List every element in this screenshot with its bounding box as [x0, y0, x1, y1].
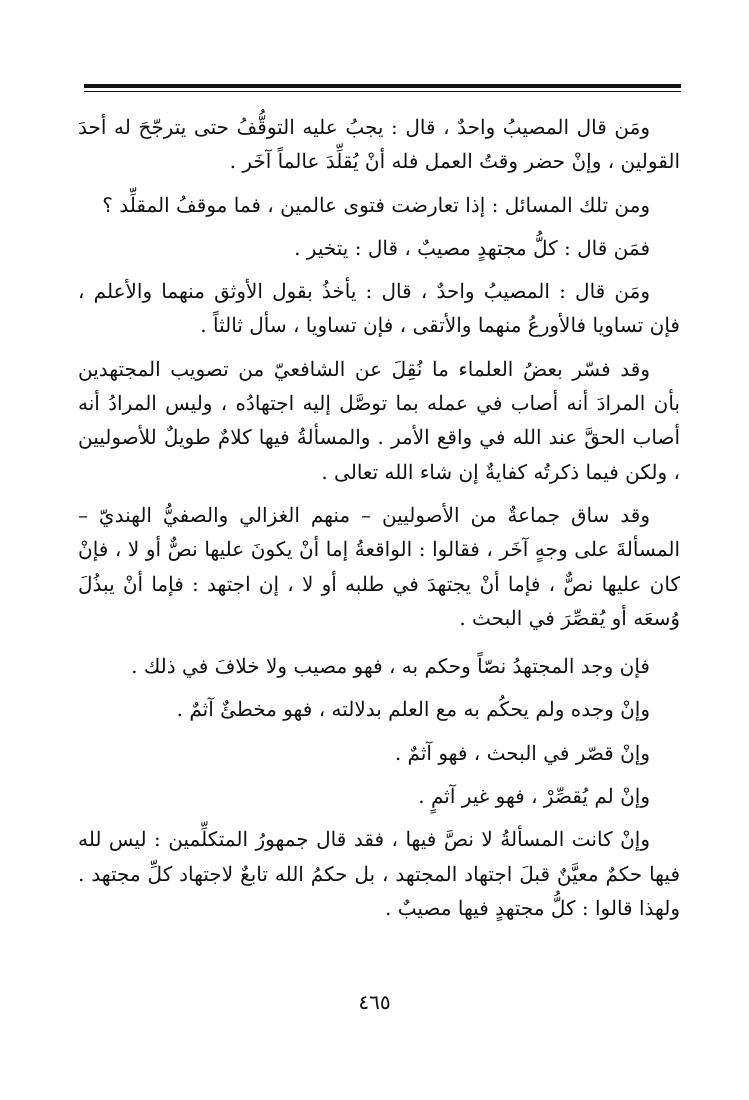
- paragraph-5: وقد فسّر بعضُ العلماء ما نُقِلَ عن الشافعيّ من تصويب المجتهدين بأن المرادَ أنه أصاب في عمله بما توصَّل إليه اجتهادُه ، وليس المرادُ أنه أصاب الحقَّ عند الله في واقع الأمر . والمسألةُ فيها كلامٌ طويلٌ للأصوليين ، ولكن فيما ذكرتُه كفايةٌ إن شاء الله تعالى .: [78, 356, 680, 484]
- paragraph-2: ومن تلك المسائل : إذا تعارضت فتوى عالمين ، فما موقفُ المقلِّد ؟: [102, 192, 650, 217]
- paragraph-8: وإنْ وجده ولم يحكُم به مع العلم بدلالته ، فهو مخطئٌ آثمٌ .: [176, 697, 650, 722]
- paragraph-6: وقد ساق جماعةٌ من الأصوليين – منهم الغزالي والصفيُّ الهنديّ – المسألةَ على وجهٍ آخَر ، فقالوا : الواقعةُ إما أنْ يكونَ عليها نصٌّ أو لا ، فإنْ كان عليها نصٌّ ، فإما أنْ يجتهدَ في طلبه أو لا ، إن اجتهد : فإما أنْ يبذُلَ وُسعَه أو يُقصِّرَ في البحث .: [78, 502, 680, 630]
- paragraph-11: وإنْ كانت المسألةُ لا نصَّ فيها ، فقد قال جمهورُ المتكلِّمين : ليس لله فيها حكمٌ معيَّنٌ قبلَ اجتهاد المجتهد ، بل حكمُ الله تابعٌ لاجتهاد كلِّ مجتهد . ولهذا قالوا : كلُّ مجتهدٍ فيها مصيبٌ .: [78, 827, 680, 920]
- header-rule-thin: [84, 91, 681, 92]
- paragraph-3: فمَن قال : كلُّ مجتهدٍ مصيبٌ ، قال : يتخير .: [294, 235, 650, 260]
- body-text: [78, 110, 680, 934]
- page-number: ٤٦٥: [358, 990, 391, 1014]
- header-rule-thick: [84, 84, 681, 88]
- paragraph-1: ومَن قال المصيبُ واحدٌ ، قال : يجبُ عليه التوقُّفُ حتى يترجّحَ له أحدَ القولين ، وإنْ حضر وقتُ العمل فله أنْ يُقلِّدَ عالماً آخَر .: [78, 115, 680, 174]
- paragraph-4: ومَن قال : المصيبُ واحدٌ ، قال : يأخذُ بقول الأوثق منهما والأعلم ، فإن تساويا فالأورعُ منهما والأتقى ، فإن تساويا ، سأل ثالثاً .: [78, 279, 680, 338]
- paragraph-10: وإنْ لم يُقصِّرْ ، فهو غير آثمٍ .: [418, 784, 650, 809]
- paragraph-9: وإنْ قصّر في البحث ، فهو آثمٌ .: [394, 740, 650, 765]
- paragraph-7: فإن وجد المجتهدُ نصّاً وحكم به ، فهو مصيب ولا خلافَ في ذلك .: [131, 654, 650, 679]
